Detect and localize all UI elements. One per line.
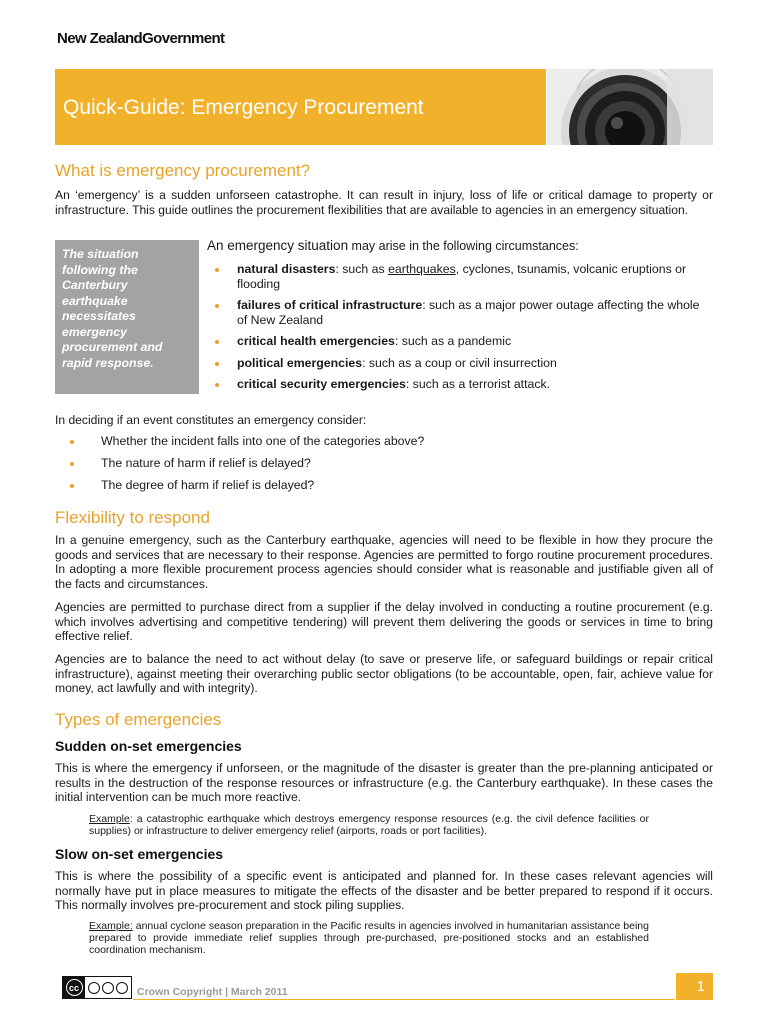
- circumstances-intro: [207, 238, 579, 253]
- heading-sudden-on-set: Sudden on-set emergencies: [55, 738, 242, 754]
- paragraph: This is where the possibility of a specific event is anticipated and planned for. In these cases relevant agencies will normally have put in place measures to mitigate the effects of the disaster and be better prepared to respond if it occurs. This normally involves pre-procurement and stock piling supplies.: [55, 869, 713, 912]
- example-label: Example:: [89, 920, 133, 932]
- circumstances-rest: may arise in the following circumstances:: [348, 239, 579, 253]
- list-item-text-end: , cyclones, tsunamis, volcanic eruptions or flooding: [237, 262, 687, 291]
- list-item-term: critical security emergencies: [237, 377, 406, 391]
- consider-list: [57, 434, 657, 500]
- logo-text-nz: New Zealand: [57, 30, 143, 47]
- page-number: 1: [696, 978, 705, 995]
- example-text: annual cyclone season preparation in the Pacific results in agencies involved in humanitarian assistance being prepared to provide immediate relief supplies through pre-purchased, pre-positioned stocks and an established coordination mechanism.: [89, 920, 649, 956]
- sidebar-callout-text: The situation following the Canterbury earthquake necessitates emergency procurement and rapid response.: [62, 247, 163, 370]
- list-item-text: : such as a coup or civil insurrection: [362, 355, 557, 370]
- list-item-term: critical health emergencies: [237, 334, 395, 348]
- heading-flexibility-to-respond: Flexibility to respond: [55, 508, 210, 527]
- example-label: Example: [89, 813, 130, 825]
- list-item-text: : such as: [335, 262, 389, 276]
- copyright-text: Crown Copyright | March 2011: [137, 986, 288, 998]
- nz-government-logo: [57, 30, 224, 47]
- cc-license-icons: [85, 982, 131, 994]
- list-item-term: political emergencies: [237, 355, 363, 370]
- heading-slow-on-set: Slow on-set emergencies: [55, 846, 224, 862]
- cc-label: cc: [66, 979, 83, 996]
- intro-paragraph: An ‘emergency’ is a sudden unforseen catastrophe. It can result in injury, loss of life or critical damage to property or infrastructure. This guide outlines the procurement flexibilities that are available to agencies in an emergency situation.: [55, 188, 713, 217]
- title-banner: [55, 69, 546, 145]
- example-text: : a catastrophic earthquake which destroys emergency response resources (e.g. the civil defence facilities or supplies) or infrastructure to deliver emergency relief (airports, roads or port facilities).: [89, 813, 649, 837]
- list-item: [213, 262, 713, 291]
- list-item: The degree of harm if relief is delayed?: [57, 478, 657, 493]
- heading-types-of-emergencies: Types of emergencies: [55, 710, 222, 729]
- list-item: [213, 334, 713, 349]
- list-item-text: : such as a terrorist attack.: [405, 377, 551, 391]
- example-slow: [89, 920, 649, 956]
- circumstances-list: [213, 262, 713, 399]
- list-item: [213, 298, 713, 327]
- creative-commons-badge: [62, 976, 132, 999]
- heading-what-is-emergency-procurement: What is emergency procurement?: [55, 161, 311, 180]
- camera-lens-icon: [547, 69, 713, 145]
- example-sudden: [89, 813, 649, 837]
- list-item-text: : such as a pandemic: [394, 334, 512, 348]
- list-item: The nature of harm if relief is delayed?: [57, 456, 657, 471]
- paragraph: Agencies are to balance the need to act without delay (to save or preserve life, or safeguard buildings or repair critical infrastructure), against meeting their overarching public sector obligations (to be accountable, open, fair, achieve value for money, act lawfully and with integrity).: [55, 652, 713, 695]
- cc-icon: [63, 977, 85, 998]
- camera-lens-photo: [547, 69, 713, 145]
- paragraph: Agencies are permitted to purchase direct from a supplier if the delay involved in conducting a routine procurement (e.g. which involves advertising and competitive tendering) will prevent them delivering the goods or services in time to bring effective relief.: [55, 600, 713, 643]
- paragraph: In a genuine emergency, such as the Canterbury earthquake, agencies will need to be flexible in how they procure the goods and services that are necessary to their response. Agencies are permitted to forgo routine procurement procedures. In adopting a more flexible procurement process agencies should consider what is reasonable and justifiable given all of the facts and circumstances.: [55, 533, 713, 591]
- attribution-icon: [88, 982, 100, 994]
- page-number-box: [676, 973, 713, 1000]
- list-item: [213, 377, 713, 392]
- sidebar-callout: [55, 240, 199, 394]
- list-item-text: : such as a major power outage affecting the whole of New Zealand: [237, 298, 700, 327]
- list-item: Whether the incident falls into one of the categories above?: [57, 434, 657, 449]
- page-title: Quick-Guide: Emergency Procurement: [63, 96, 424, 119]
- noncommercial-icon: [102, 982, 114, 994]
- earthquakes-link[interactable]: earthquakes: [388, 262, 456, 276]
- consider-intro: In deciding if an event constitutes an emergency consider:: [55, 413, 367, 427]
- list-item-term: natural disasters: [237, 262, 336, 276]
- footer-divider: [133, 999, 675, 1000]
- circumstances-lead: An emergency situation: [207, 238, 349, 253]
- logo-text-government: Government: [142, 30, 225, 47]
- sharealike-icon: [116, 982, 128, 994]
- list-item-term: failures of critical infrastructure: [237, 298, 423, 312]
- paragraph: This is where the emergency if unforseen, or the magnitude of the disaster is greater than the pre-planning anticipated or results in the destruction of the response resources or infrastructure (e.g. the Canterbury earthquake). In these cases the initial intervention can be much more reactive.: [55, 761, 713, 804]
- list-item: [213, 356, 713, 371]
